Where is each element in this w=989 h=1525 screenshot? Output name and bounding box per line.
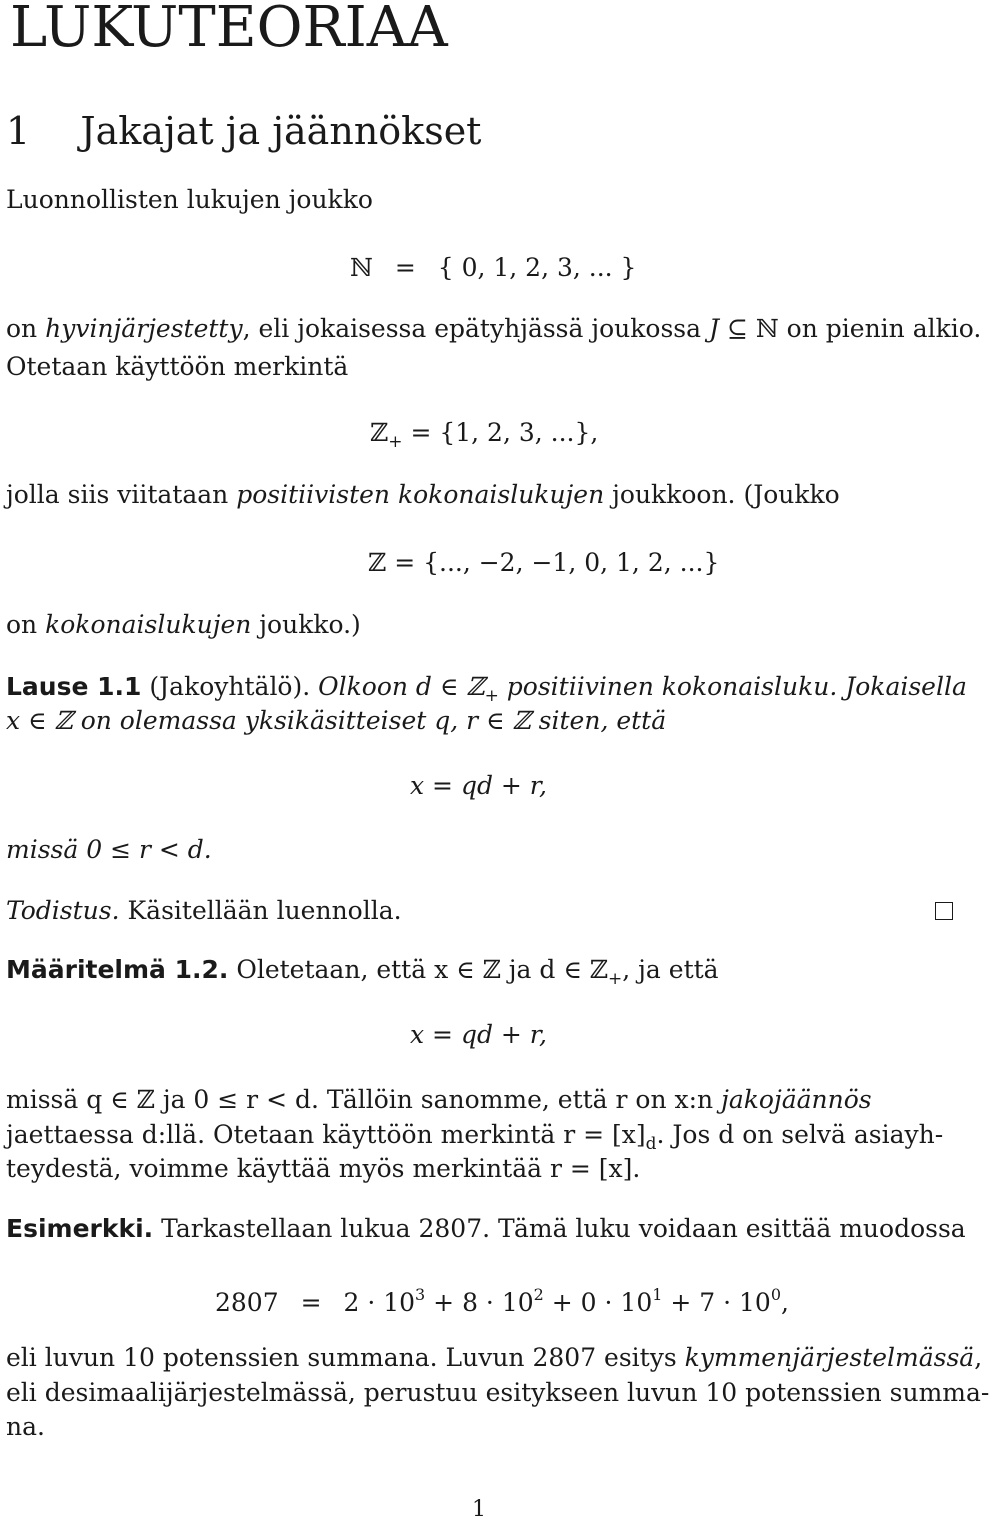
- proof-line: Todistus. Käsitellään luennolla.: [6, 896, 402, 925]
- proof-label: Todistus.: [6, 896, 120, 925]
- example-equation: $2807 = 2 \cdot 10^3 + 8 \cdot 10^2 + 0 \cdot 10^1 + 7 \cdot 10^0$,: [215, 1285, 789, 1317]
- example-line-2: eli luvun 10 potenssien summana. Luvun 2807 esitys kymmenjärjestelmässä,: [6, 1343, 983, 1372]
- definition-equation: x = qd + r,: [410, 1020, 547, 1049]
- example-line-4: na.: [6, 1412, 45, 1441]
- intro-text: Luonnollisten lukujen joukko: [6, 185, 373, 214]
- paragraph-well-ordered: on hyvinjärjestetty, eli jokaisessa epätyhjässä joukossa J ⊆ ℕ on pienin alkio.: [6, 314, 982, 343]
- paragraph-integers: on kokonaislukujen joukko.): [6, 610, 361, 639]
- example-line-1: Esimerkki. Tarkastellaan lukua 2807. Tämä luku voidaan esittää muodossa: [6, 1214, 966, 1243]
- paragraph-positive: jolla siis viitataan positiivisten kokonaislukujen joukkoon. (Joukko: [6, 480, 840, 509]
- section-heading: [6, 108, 481, 154]
- theorem-label: Lause 1.1: [6, 672, 142, 701]
- section-title: Jakajat ja jäännökset: [80, 109, 482, 153]
- definition-line-4: teydestä, voimme käyttää myös merkintää r = [x].: [6, 1154, 641, 1183]
- example-label: Esimerkki.: [6, 1214, 154, 1243]
- qed-box: [935, 902, 953, 924]
- theorem-line-1: Lause 1.1 (Jakoyhtälö). Olkoon d ∈ ℤ$_+$ positiivinen kokonaisluku. Jokaisella: [6, 672, 967, 706]
- theorem-condition: missä 0 ≤ r < d.: [6, 835, 212, 864]
- equation-positive-integers: ℤ$_+$ = {1, 2, 3, ...},: [370, 418, 599, 452]
- theorem-line-2: x ∈ ℤ on olemassa yksikäsitteiset q, r ∈ ℤ siten, että: [6, 706, 667, 735]
- equation-naturals: ℕ = { 0, 1, 2, 3, ... }: [350, 253, 637, 282]
- theorem-equation: x = qd + r,: [410, 771, 547, 800]
- definition-line-2: missä q ∈ ℤ ja 0 ≤ r < d. Tällöin sanomme, että r on x:n jakojäännös: [6, 1085, 872, 1114]
- equation-integers: ℤ = {..., −2, −1, 0, 1, 2, ...}: [368, 548, 720, 577]
- document-title: LUKUTEORIAA: [10, 0, 448, 60]
- section-number: 1: [6, 109, 31, 153]
- page-number: 1: [472, 1497, 486, 1522]
- definition-label: Määritelmä 1.2.: [6, 955, 229, 984]
- paragraph-notation: Otetaan käyttöön merkintä: [6, 352, 349, 381]
- definition-line-1: Määritelmä 1.2. Oletetaan, että x ∈ ℤ ja d ∈ ℤ$_+$, ja että: [6, 955, 719, 989]
- definition-line-3: jaettaessa d:llä. Otetaan käyttöön merkintä $r = [x]_d$. Jos d on selvä asiayh-: [6, 1120, 944, 1154]
- example-line-3: eli desimaalijärjestelmässä, perustuu esitykseen luvun 10 potenssien summa-: [6, 1378, 989, 1407]
